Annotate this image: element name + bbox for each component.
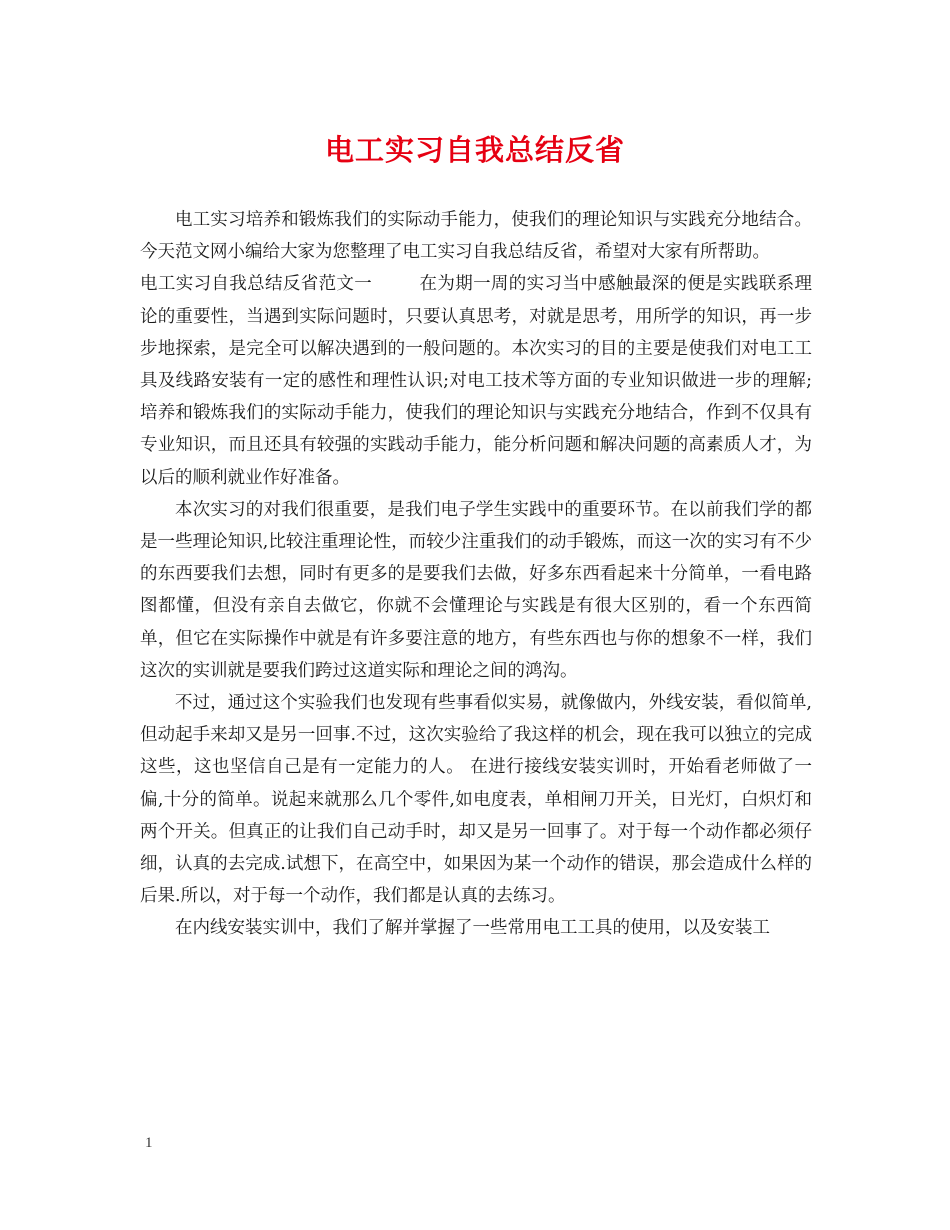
page-number: 1 [145,1135,153,1151]
sample-heading: 电工实习自我总结反省范文一 [140,274,373,295]
heading-gap [372,274,419,294]
sample-lead-text: 在为期一周的实习当中感触最深的便是实践联系理论的重要性，当遇到实际问题时，只要认真思考，对就是思考，用所学的知识，再一步步地探索，是完全可以解决遇到的一般问题的。本次实习的目的主要是使我们对电工工具及线路安装有一定的感性和理性认识;对电工技术等方面的专业知识做进一步的理解;培养和锻炼我们的实际动手能力，使我们的理论知识与实践充分地结合，作到不仅具有专业知识，而且还具有较强的实践动手能力，能分析问题和解决问题的高素质人才，为以后的顺利就业作好准备。 [140,274,812,488]
document-title: 电工实习自我总结反省 [324,133,625,167]
body-paragraph-1: 本次实习的对我们很重要，是我们电子学生实践中的重要环节。在以前我们学的都是一些理论知识,比较注重理论性，而较少注重我们的动手锻炼，而这一次的实习有不少的东西要我们去想，同时有更多的是要我们去做，好多东西看起来十分简单，一看电路图都懂，但没有亲自去做它，你就不会懂理论与实践是有很大区别的，看一个东西简单，但它在实际操作中就是有许多要注意的地方，有些东西也与你的想象不一样，我们这次的实训就是要我们跨过这道实际和理论之间的鸿沟。 [140,499,812,681]
sample-paragraph [140,268,812,493]
document-body [140,204,812,945]
body-paragraph-2: 不过，通过这个实验我们也发现有些事看似实易，就像做内，外线安装，看似简单,但动起手来却又是另一回事.不过，这次实验给了我这样的机会，现在我可以独立的完成这些，这也坚信自己是有一定能力的人。 在进行接线安装实训时，开始看老师做了一偏,十分的简单。说起来就那么几个零件,如电度表，单相闸刀开关，日光灯，白炽灯和两个开关。但真正的让我们自己动手时，却又是另一回事了。对于每一个动作都必须仔细，认真的去完成.试想下，在高空中，如果因为某一个动作的错误，那会造成什么样的后果.所以，对于每一个动作，我们都是认真的去练习。 [140,693,812,907]
intro-paragraph: 电工实习培养和锻炼我们的实际动手能力，使我们的理论知识与实践充分地结合。今天范文网小编给大家为您整理了电工实习自我总结反省，希望对大家有所帮助。 [140,210,812,263]
body-paragraph-3: 在内线安装实训中，我们了解并掌握了一些常用电工工具的使用，以及安装工 [175,918,770,939]
